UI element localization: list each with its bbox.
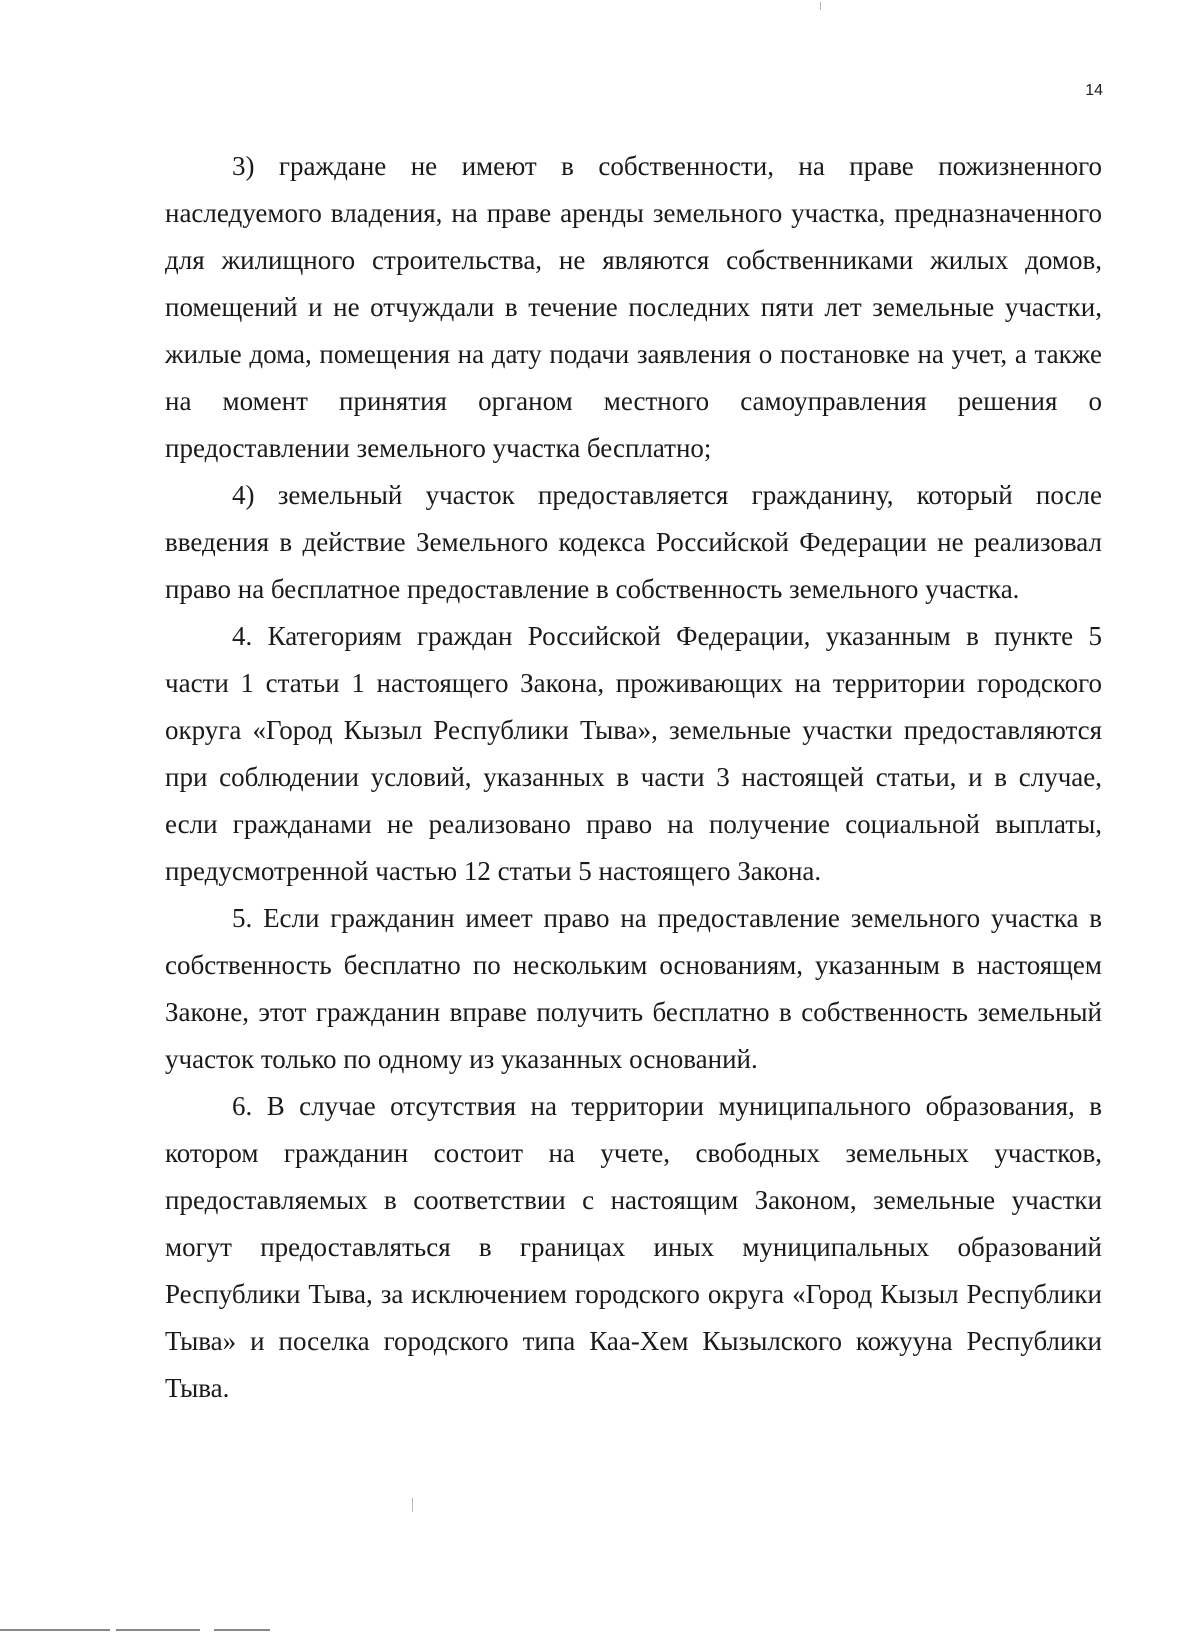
scan-artifact — [412, 1498, 413, 1512]
scan-edge-line — [0, 1629, 270, 1631]
document-body — [165, 143, 1102, 1412]
paragraph-part-6: 6. В случае отсутствия на территории муниципального образования, в котором гражданин состоит на учете, свободных земельных участков, предоставляемых в соответствии с настоящим Законом, земельные участки могут предоставляться в границах иных муниципальных образований Республики Тыва, за исключением городского округа «Город Кызыл Республики Тыва» и поселка городского типа Каа-Хем Кызылского кожууна Республики Тыва. — [165, 1091, 1102, 1403]
paragraph-item-4: 4) земельный участок предоставляется гражданину, который после введения в действие Земельного кодекса Российской Федерации не реализовал право на бесплатное предоставление в собственность земельного участка. — [165, 480, 1102, 604]
page-number: 14 — [1085, 82, 1103, 99]
paragraph-item-3: 3) граждане не имеют в собственности, на праве пожизненного наследуемого владения, на праве аренды земельного участка, предназначенного для жилищного строительства, не являются собственниками жилых домов, помещений и не отчуждали в течение последних пяти лет земельные участки, жилые дома, помещения на дату подачи заявления о постановке на учет, а также на момент принятия органом местного самоуправления решения о предоставлении земельного участка бесплатно; — [165, 151, 1102, 463]
paragraph-part-5: 5. Если гражданин имеет право на предоставление земельного участка в собственность бесплатно по нескольким основаниям, указанным в настоящем Законе, этот гражданин вправе получить бесплатно в собственность земельный участок только по одному из указанных оснований. — [165, 903, 1102, 1074]
paragraph-part-4: 4. Категориям граждан Российской Федерации, указанным в пункте 5 части 1 статьи 1 настоящего Закона, проживающих на территории городского округа «Город Кызыл Республики Тыва», земельные участки предоставляются при соблюдении условий, указанных в части 3 настоящей статьи, и в случае, если гражданами не реализовано право на получение социальной выплаты, предусмотренной частью 12 статьи 5 настоящего Закона. — [165, 621, 1102, 886]
scan-artifact — [820, 2, 821, 10]
